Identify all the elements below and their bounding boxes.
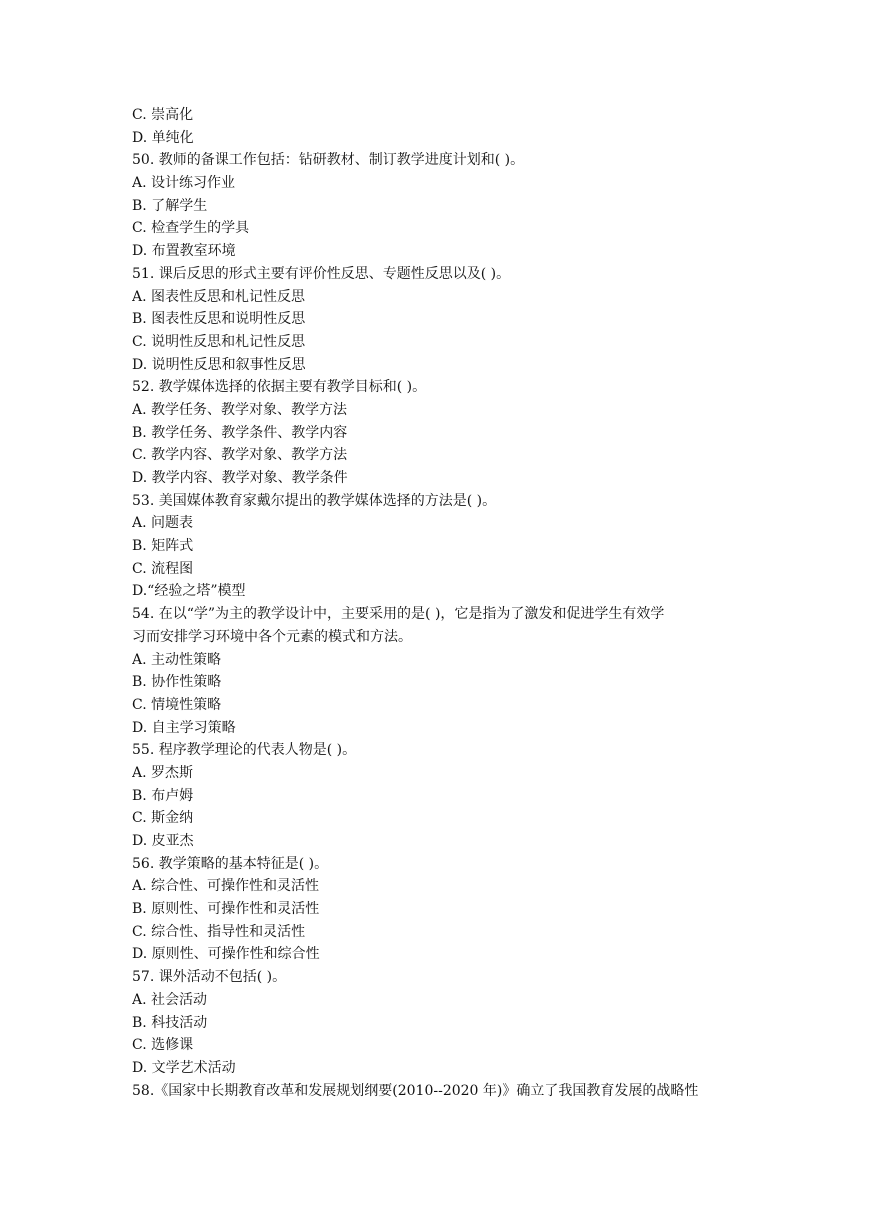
answer-option: B. 科技活动	[132, 1014, 208, 1031]
answer-option: B. 矩阵式	[132, 538, 194, 555]
answer-option: A. 主动性策略	[132, 651, 222, 668]
answer-option: B. 了解学生	[132, 197, 208, 214]
question-text: 50. 教师的备课工作包括：钻研教材、制订教学进度计划和( )。	[132, 152, 525, 169]
answer-option: B. 原则性、可操作性和灵活性	[132, 901, 320, 918]
answer-option: A. 综合性、可操作性和灵活性	[132, 878, 320, 895]
answer-option: D. 布置教室环境	[132, 243, 236, 260]
answer-option: C. 情境性策略	[132, 696, 222, 713]
answer-option: A. 问题表	[132, 515, 194, 532]
answer-option: B. 协作性策略	[132, 674, 222, 691]
question-text: 53. 美国媒体教育家戴尔提出的教学媒体选择的方法是( )。	[132, 492, 497, 509]
question-text: 57. 课外活动不包括( )。	[132, 969, 287, 986]
answer-option: C. 流程图	[132, 560, 194, 577]
answer-option: D. 教学内容、教学对象、教学条件	[132, 470, 348, 486]
answer-option: A. 设计练习作业	[132, 175, 236, 192]
question-text-continuation: 习而安排学习环境中各个元素的模式和方法。	[132, 628, 412, 645]
answer-option: D. 单纯化	[132, 129, 194, 146]
answer-option: A. 图表性反思和札记性反思	[132, 288, 306, 305]
answer-option: C. 选修课	[132, 1037, 194, 1054]
question-text: 51. 课后反思的形式主要有评价性反思、专题性反思以及( )。	[132, 265, 511, 282]
answer-option: B. 图表性反思和说明性反思	[132, 311, 306, 328]
answer-option: C. 斯金纳	[132, 810, 194, 827]
answer-option: C. 教学内容、教学对象、教学方法	[132, 447, 348, 464]
answer-option: B. 教学任务、教学条件、教学内容	[132, 424, 348, 441]
question-text: 52. 教学媒体选择的依据主要有教学目标和( )。	[132, 379, 427, 396]
answer-option: D. 自主学习策略	[132, 719, 236, 736]
question-text: 58.《国家中长期教育改革和发展规划纲要(2010--2020 年)》确立了我国教育发展的战略性	[132, 1082, 699, 1099]
answer-option: D. 说明性反思和叙事性反思	[132, 356, 306, 373]
document-text-block	[132, 104, 752, 1102]
answer-option: D. 原则性、可操作性和综合性	[132, 946, 320, 963]
answer-option: D. 皮亚杰	[132, 833, 194, 849]
question-text: 54. 在以“学”为主的教学设计中，主要采用的是( )，它是指为了激发和促进学生有效学	[132, 606, 665, 623]
answer-option: B. 布卢姆	[132, 787, 194, 804]
question-text: 55. 程序教学理论的代表人物是( )。	[132, 742, 357, 759]
answer-option: D. 文学艺术活动	[132, 1059, 236, 1076]
answer-option: A. 教学任务、教学对象、教学方法	[132, 401, 348, 418]
answer-option: C. 综合性、指导性和灵活性	[132, 923, 306, 940]
answer-option: D.“经验之塔”模型	[132, 583, 246, 600]
question-text: 56. 教学策略的基本特征是( )。	[132, 855, 329, 872]
answer-option: C. 崇高化	[132, 107, 194, 123]
answer-option: C. 说明性反思和札记性反思	[132, 333, 306, 350]
answer-option: A. 罗杰斯	[132, 764, 194, 781]
answer-option: C. 检查学生的学具	[132, 220, 250, 237]
answer-option: A. 社会活动	[132, 991, 208, 1008]
